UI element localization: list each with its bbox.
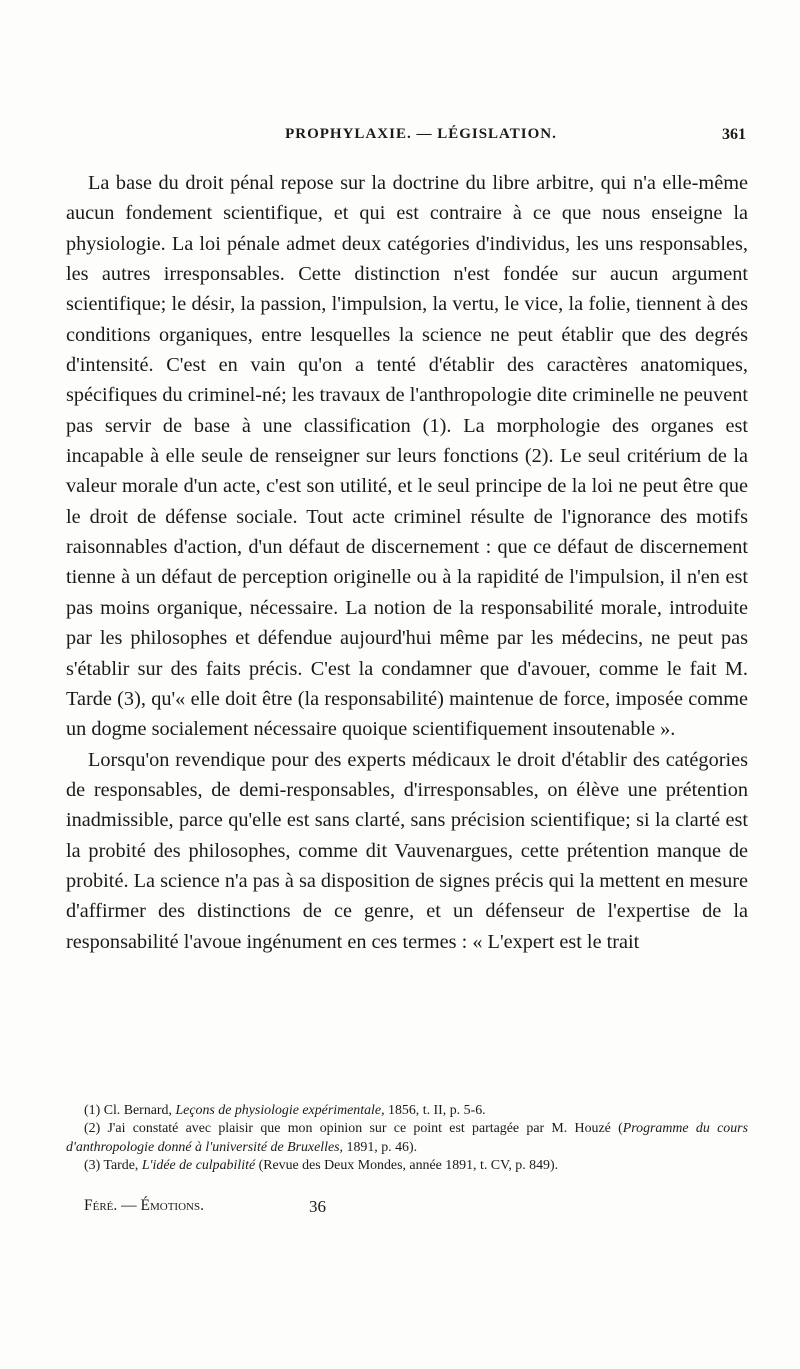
footnote-marker: (2)	[84, 1121, 101, 1137]
footnotes	[66, 1102, 748, 1176]
footnote	[66, 1120, 748, 1157]
running-header	[66, 126, 746, 148]
signature-number: 36	[309, 1197, 326, 1216]
footnote	[66, 1157, 748, 1175]
paragraph: La base du droit pénal repose sur la doctrine du libre arbitre, qui n'a elle-même aucun fondement scientifique, et qui est contraire à ce que nous enseigne la physiologie. La loi pénale admet deux catégories d'individus, les uns responsables, les autres irresponsables. Cette distinction n'est fondée sur aucun argument scientifique; le désir, la passion, l'impulsion, la vertu, le vice, la folie, tiennent à des conditions organiques, entre lesquelles la science ne peut établir que des degrés d'intensité. C'est en vain qu'on a tenté d'établir des caractères anatomiques, spécifiques du criminel-né; les travaux de l'anthropologie dite criminelle ne peuvent pas servir de base à une classification (1). La morphologie des organes est incapable à elle seule de renseigner sur leurs fonctions (2). Le seul critérium de la valeur morale d'un acte, c'est son utilité, et le seul principe de la loi ne peut être que le droit de défense sociale. Tout acte criminel résulte de l'ignorance des motifs raisonnables d'action, d'un défaut de discernement : que ce défaut de discernement tienne à un défaut de perception originelle ou à la rapidité de l'impulsion, il n'en est pas moins organique, nécessaire. La notion de la responsabilité morale, introduite par les philosophes et défendue aujourd'hui même par les médecins, ne peut pas s'établir sur des faits précis. C'est la condamner que d'avouer, comme le fait M. Tarde (3), qu'« elle doit être (la responsabilité) maintenue de force, imposée comme un dogme socialement nécessaire quoique scientifiquement insoutenable ».	[66, 172, 748, 741]
footnote-title: Programme du cours d'anthropologie donné à l'université de Bruxelles	[66, 1121, 748, 1155]
footnote	[66, 1102, 748, 1120]
paragraph: Lorsqu'on revendique pour des experts médicaux le droit d'établir des catégories de responsables, de demi-responsables, d'irresponsables, on élève une prétention inadmissible, parce qu'elle est sans clarté, sans précision scientifique; si la clarté est la probité des philosophes, comme dit Vauvenargues, cette prétention manque de probité. La science n'a pas à sa disposition de signes précis qui la mettent en mesure d'affirmer des distinctions de ce genre, et un défenseur de l'expertise de la responsabilité l'avoue ingénument en ces termes : « L'expert est le trait	[66, 748, 748, 953]
printer-signature: Féré. — Émotions.	[84, 1197, 204, 1214]
page-number: 361	[722, 126, 746, 143]
footnote-marker: (3)	[84, 1158, 101, 1174]
footnote-text: Tarde,	[103, 1158, 142, 1174]
footnote-title: L'idée de culpabilité	[141, 1158, 256, 1174]
body-text	[66, 168, 748, 957]
signature-line	[84, 1197, 326, 1219]
footnote-marker: (1)	[84, 1103, 101, 1118]
footnote-text: Cl. Bernard,	[103, 1103, 176, 1118]
footnote-title: Leçons de physiologie expérimentale	[175, 1103, 382, 1118]
footnote-text: , 1891, p. 46).	[339, 1139, 418, 1155]
running-title: PROPHYLAXIE. — LÉGISLATION.	[285, 126, 557, 142]
footnote-text: J'ai constaté avec plaisir que mon opinion sur ce point est partagée par M. Houzé (	[107, 1121, 623, 1137]
footnote-text: (Revue des Deux Mondes, année 1891, t. CV, p. 849).	[255, 1158, 559, 1174]
footnote-text: , 1856, t. II, p. 5-6.	[381, 1103, 486, 1118]
